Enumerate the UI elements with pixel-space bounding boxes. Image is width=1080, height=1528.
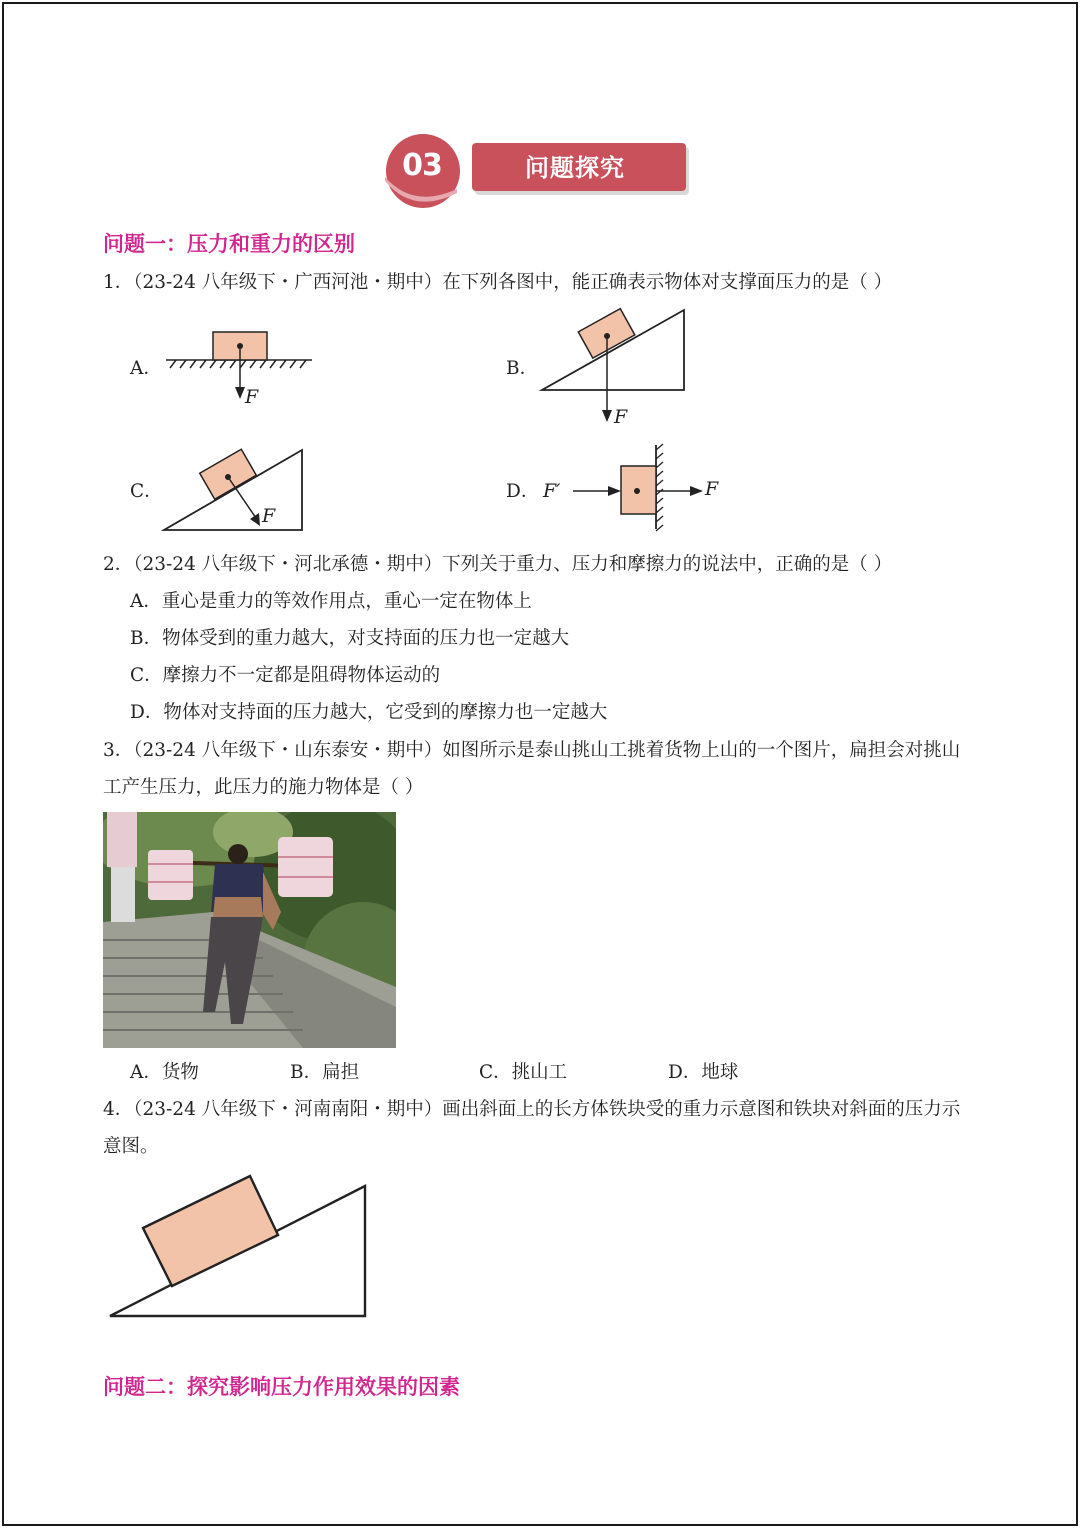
q4-stem-line1: 4．（23-24 八年级下・河南南阳・期中）画出斜面上的长方体铁块受的重力示意图和铁块对斜面的压力示: [103, 1099, 961, 1120]
q2-option-c: C．摩擦力不一定都是阻碍物体运动的: [130, 665, 441, 686]
q1-figure-b-force-label: F: [614, 406, 628, 428]
q1-option-b-label: B．: [506, 358, 539, 379]
q1-figure-c-force-label: F: [262, 505, 276, 527]
q3-stem-line1: 3．（23-24 八年级下・山东泰安・期中）如图所示是泰山挑山工挑着货物上山的一个图片，扁担会对挑山: [103, 740, 961, 761]
q1-figure-a-force-label: F: [245, 386, 259, 408]
q2-option-a: A．重心是重力的等效作用点，重心一定在物体上: [130, 591, 532, 612]
q1-option-a-label: A．: [130, 358, 162, 379]
q3-porter-photo: [103, 812, 396, 1048]
q2-option-d: D．物体对支持面的压力越大，它受到的摩擦力也一定越大: [130, 702, 608, 723]
q3-option-a: A．货物: [130, 1062, 199, 1083]
q3-option-b: B．扁担: [290, 1062, 360, 1083]
section-title: 问题探究: [525, 154, 625, 182]
section-number: 03: [402, 148, 442, 183]
q1-option-c-label: C．: [130, 481, 163, 502]
q3-option-c: C．挑山工: [479, 1062, 568, 1083]
q2-stem: 2．（23-24 八年级下・河北承德・期中）下列关于重力、压力和摩擦力的说法中，正确的是（ ）: [103, 554, 893, 575]
q1-figure-d-force-prime-label: F′: [543, 480, 561, 502]
q1-option-d-label: D．: [506, 481, 540, 502]
q1-figure-a: [160, 325, 320, 415]
q4-stem-line2: 意图。: [103, 1136, 159, 1157]
q1-figure-c: [160, 446, 310, 536]
problem1-heading: 问题一：压力和重力的区别: [103, 231, 355, 256]
q3-option-d: D．地球: [668, 1062, 739, 1083]
q1-figure-d-force-label: F: [705, 478, 719, 500]
q1-stem: 1．（23-24 八年级下・广西河池・期中）在下列各图中，能正确表示物体对支撑面压力的是（ ）: [103, 272, 893, 293]
q3-stem-line2: 工产生压力，此压力的施力物体是（ ）: [103, 777, 424, 798]
q4-incline-figure: [100, 1170, 375, 1325]
q2-option-b: B．物体受到的重力越大，对支持面的压力也一定越大: [130, 628, 570, 649]
problem2-heading: 问题二：探究影响压力作用效果的因素: [103, 1374, 460, 1399]
q1-figure-b: [538, 308, 688, 428]
